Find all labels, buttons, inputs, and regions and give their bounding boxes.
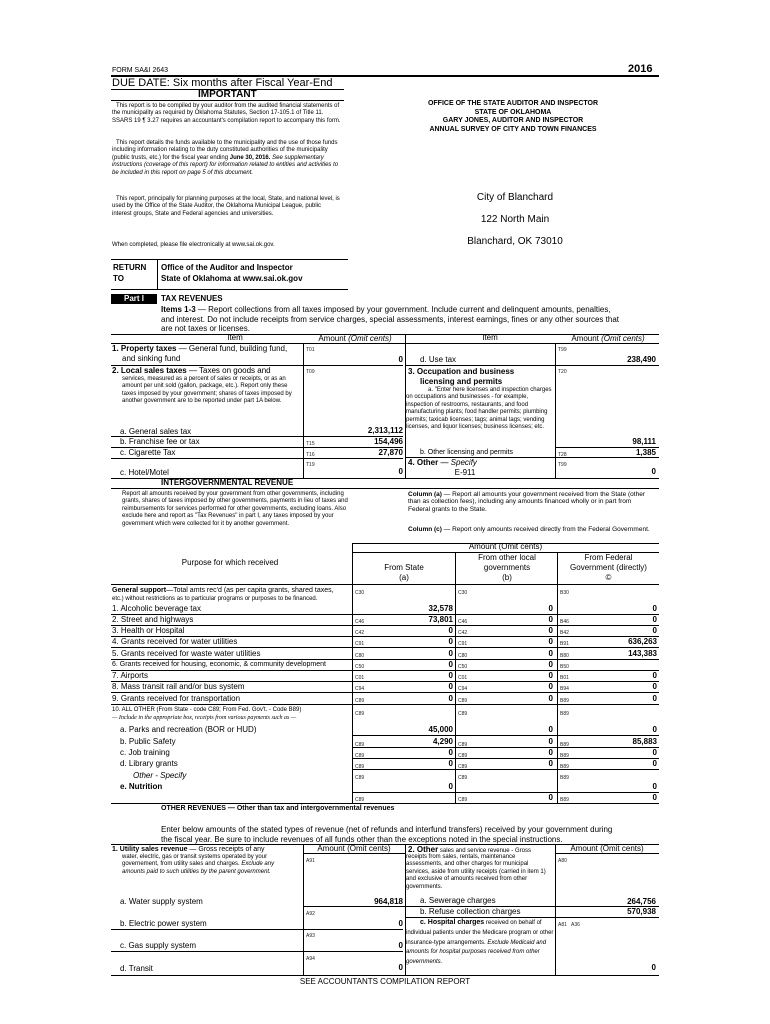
use-tax-value: 238,490 bbox=[627, 355, 656, 364]
intergov-subrow-value-c: 0 bbox=[652, 748, 657, 757]
intergov-subrow-label: d. Library grants bbox=[120, 759, 178, 768]
intergov-row-code-b: C91 bbox=[458, 641, 468, 647]
hospital-value: 0 bbox=[651, 963, 656, 972]
intergov-row-code-c: B91 bbox=[560, 641, 569, 647]
code-a80: A80 bbox=[558, 858, 567, 864]
code-t99-b: T99 bbox=[558, 462, 567, 468]
intro-paragraph-2: This report details the funds available to the municipality and the use of those funds including information relating to the duty constituted authorities of the municipality (public trusts, etc.) for the fiscal year ending June 30, 2016. See supplementary instructions (coverage of this report) for information related to entities and activities to be included in this report on page 5 of this document. bbox=[112, 140, 339, 176]
cigarette-tax-value: 27,870 bbox=[378, 448, 403, 457]
to-label: TO bbox=[113, 274, 124, 283]
intergov-row-value-c: 0 bbox=[652, 694, 657, 703]
intro-paragraph-1: This report is to be compiled by your auditor from the audited financial statements of the municipality as required by Oklahoma Statutes, Section 17-105.1 of Title 11. SSARS 19 ¶ 3.27 requires an accountant's compilation report to accompany this form. bbox=[112, 103, 341, 124]
hotel-motel-value: 0 bbox=[398, 467, 403, 476]
code-a92: A92 bbox=[306, 911, 315, 917]
intergov-row-code-a: C50 bbox=[355, 664, 365, 670]
intergov-row-value-a: 73,801 bbox=[428, 615, 453, 624]
hospital-desc: individual patients under the Medicare program or other insurance-type arrangements. Exclude Medicaid and amounts for hospital purposes received from other governments. bbox=[406, 930, 554, 965]
intergov-subrow-label: a. Parks and recreation (BOR or HUD) bbox=[120, 725, 257, 734]
column-c-note: Column (c) — Report only amounts received directly from the Federal Government. bbox=[408, 526, 650, 533]
general-support-label-2: etc.) without restrictions as to particular programs or purposes to be financed. bbox=[112, 596, 318, 602]
intergov-row-code-c: B01 bbox=[560, 675, 569, 681]
nutrition-label: e. Nutrition bbox=[120, 782, 163, 791]
last-c-value: 0 bbox=[652, 793, 657, 802]
intergov-row-value-a: 0 bbox=[448, 694, 453, 703]
return-address-line-1: Office of the Auditor and Inspector bbox=[161, 263, 293, 272]
intergov-row-value-a: 0 bbox=[448, 649, 453, 658]
intergov-row-label: 2. Street and highways bbox=[112, 615, 194, 624]
intergov-row-value-b: 0 bbox=[548, 660, 553, 669]
intergov-row-code-c: B46 bbox=[560, 619, 569, 625]
use-tax-label: d. Use tax bbox=[420, 355, 457, 364]
intergov-row-code-c: B89 bbox=[560, 698, 569, 704]
city-state-zip: Blanchard, OK 73010 bbox=[467, 236, 563, 247]
intergov-row-value-b: 0 bbox=[548, 649, 553, 658]
franchise-fee-value: 154,496 bbox=[374, 437, 403, 446]
hospital-label: c. Hospital charges received on behalf of bbox=[420, 919, 542, 926]
general-support-label: General support—Total amts rec'd (as per capita grants, shared taxes, bbox=[112, 587, 334, 594]
code-t19: T19 bbox=[306, 462, 315, 468]
intergov-row-value-a: 0 bbox=[448, 660, 453, 669]
col-item-left: Item bbox=[227, 333, 243, 342]
intergov-subrow-value-a: 45,000 bbox=[428, 725, 453, 734]
intergov-row-label: 4. Grants received for water utilities bbox=[112, 637, 238, 646]
intergov-row-value-a: 32,578 bbox=[428, 604, 453, 613]
intergov-row-code-b: C46 bbox=[458, 619, 468, 625]
intergov-subrow-code-c: B89 bbox=[560, 753, 569, 759]
intergov-subrow-label: c. Job training bbox=[120, 748, 170, 757]
last-b-value: 0 bbox=[548, 793, 553, 802]
intergov-row-value-b: 0 bbox=[548, 671, 553, 680]
code-a81: A81 bbox=[558, 922, 567, 928]
other-revenues-title: OTHER REVENUES — Other than tax and intergovernmental revenues bbox=[161, 805, 395, 812]
intergov-row-code-a: C01 bbox=[355, 675, 365, 681]
electric-power-value: 0 bbox=[398, 919, 403, 928]
return-label: RETURN bbox=[113, 263, 147, 272]
intergov-subrow-value-b: 0 bbox=[548, 725, 553, 734]
col-amount-left: Amount (Omit cents) bbox=[318, 334, 392, 343]
col-amount-right: Amount (Omit cents) bbox=[571, 334, 645, 343]
intergov-subrow-code-c: B89 bbox=[560, 742, 569, 748]
property-taxes-label-2: and sinking fund bbox=[122, 354, 181, 363]
code-other-a: C89 bbox=[355, 775, 365, 781]
intergov-row-value-b: 0 bbox=[548, 615, 553, 624]
part-1-instructions-2: and interest. Do not include receipts from service charges, special assessments, interest earnings, fines or any other sources that bbox=[161, 315, 619, 324]
intergov-row-value-a: 0 bbox=[448, 671, 453, 680]
cigarette-tax-label: c. Cigarette Tax bbox=[120, 448, 176, 457]
sewerage-value: 264,756 bbox=[627, 897, 656, 906]
code-a36: A36 bbox=[571, 922, 580, 928]
intergov-subrow-code-c: B89 bbox=[560, 764, 569, 770]
intergov-row-code-c: B50 bbox=[560, 664, 569, 670]
all-other-label: 10. ALL OTHER (From State - code C89; From Fed. Gov't. - Code B89) bbox=[112, 707, 302, 713]
intergov-row-code-b: C01 bbox=[458, 675, 468, 681]
intergov-subrow-label: b. Public Safety bbox=[120, 737, 176, 746]
transit-value: 0 bbox=[398, 963, 403, 972]
form-id: FORM SA&I 2643 bbox=[112, 67, 169, 74]
other-licensing-label: b. Other licensing and permits bbox=[420, 449, 513, 456]
intergov-subrow-code-a: C89 bbox=[355, 753, 365, 759]
intergov-subrow-code-a: C89 bbox=[355, 742, 365, 748]
water-supply-value: 964,818 bbox=[374, 897, 403, 906]
occupation-label-2: licensing and permits bbox=[420, 377, 503, 386]
refuse-label: b. Refuse collection charges bbox=[420, 907, 521, 916]
part-1-tag: Part I bbox=[111, 294, 157, 304]
intergov-row-code-a: C80 bbox=[355, 653, 365, 659]
due-date: DUE DATE: Six months after Fiscal Year-End bbox=[112, 77, 333, 89]
part-1-instructions-3: are not taxes or licenses. bbox=[161, 324, 250, 333]
water-supply-label: a. Water supply system bbox=[120, 897, 203, 906]
code-a91: A91 bbox=[306, 858, 315, 864]
intergov-row-value-b: 0 bbox=[548, 637, 553, 646]
intergov-row-label: 6. Grants received for housing, economic, & community development bbox=[112, 661, 326, 668]
intergov-instructions: Report all amounts received by your government from other governments, including grants, shares of taxes imposed by other governments, payments in lieu of taxes and reimbursements for services performed for other governments, excluding loans. Also exclude here and report as "Tax Revenues" in part I, any taxes imposed by your government which were collected for it by another government. bbox=[122, 491, 348, 527]
intergov-row-value-b: 0 bbox=[548, 626, 553, 635]
intergov-row-code-b: C80 bbox=[458, 653, 468, 659]
sewerage-label: a. Sewerage charges bbox=[420, 896, 496, 905]
utility-desc: water, electric, gas or transit systems operated by your governement, from utility sales and charges. Exclude any amounts paid to such utilities by the parent government. bbox=[122, 854, 275, 875]
intergov-row-code-c: B80 bbox=[560, 653, 569, 659]
intergov-row-value-c: 0 bbox=[652, 604, 657, 613]
other-tax-specify: E-911 bbox=[454, 468, 476, 477]
occupation-value: 98,111 bbox=[632, 437, 656, 446]
property-taxes-value: 0 bbox=[398, 355, 403, 364]
transit-label: d. Transit bbox=[120, 964, 153, 973]
intergov-subrow-value-a: 4,290 bbox=[432, 737, 453, 746]
footer-note: SEE ACCOUNTANTS COMPILATION REPORT bbox=[299, 977, 471, 986]
code-t16: T16 bbox=[306, 452, 315, 458]
occupation-label: 3. Occupation and business bbox=[408, 367, 515, 376]
col-b-header: From other local governments (b) bbox=[478, 553, 536, 582]
gas-supply-value: 0 bbox=[398, 941, 403, 950]
electric-power-label: b. Electric power system bbox=[120, 919, 207, 928]
intergov-row-code-b: C42 bbox=[458, 630, 468, 636]
city-name: City of Blanchard bbox=[476, 192, 554, 203]
intergov-subrow-value-c: 0 bbox=[652, 725, 657, 734]
other-tax-label: 4. Other — Specify bbox=[408, 458, 477, 467]
intergov-subrow-value-b: 0 bbox=[548, 748, 553, 757]
code-last-c: B89 bbox=[560, 797, 569, 803]
code-c30-a: C30 bbox=[355, 590, 365, 596]
general-sales-tax-label: a. General sales tax bbox=[120, 427, 192, 436]
intergov-row-code-b: C89 bbox=[458, 698, 468, 704]
intergov-subrow-value-c: 0 bbox=[652, 759, 657, 768]
column-a-note: Column (a) — Report all amounts your government received from the State (other than as collection fees), including any amounts financed wholly or in part from Federal grants to the State. bbox=[408, 491, 645, 513]
intergov-row-value-b: 0 bbox=[548, 694, 553, 703]
city-street: 122 North Main bbox=[480, 214, 550, 225]
code-other-b: C89 bbox=[458, 775, 468, 781]
important-heading: IMPORTANT bbox=[198, 89, 257, 100]
intergov-row-label: 7. Airports bbox=[112, 671, 149, 680]
other-revenues-instructions-2: the fiscal year. Be sure to include revenues of all funds other than the exceptions noted in the special instructions. bbox=[161, 835, 563, 844]
intergov-row-code-a: C42 bbox=[355, 630, 365, 636]
intergov-row-value-a: 0 bbox=[448, 637, 453, 646]
intergov-row-label: 3. Health or Hospital bbox=[112, 626, 185, 635]
form-year: 2016 bbox=[628, 63, 653, 75]
other-sales-label: 2. Other sales and service revenue - Gross bbox=[408, 845, 531, 854]
intergov-row-value-c: 636,263 bbox=[628, 637, 657, 646]
intergov-row-value-a: 0 bbox=[448, 682, 453, 691]
code-last-b: C89 bbox=[458, 797, 468, 803]
intergov-subrow-value-c: 85,883 bbox=[632, 737, 657, 746]
intergov-row-label: 1. Alcoholic beverage tax bbox=[112, 604, 201, 613]
code-t15: T15 bbox=[306, 441, 315, 447]
intergov-row-code-b: C50 bbox=[458, 664, 468, 670]
other-licensing-value: 1,385 bbox=[635, 448, 656, 457]
other-specify-label: Other - Specify bbox=[133, 771, 187, 780]
general-sales-tax-value: 2,313,112 bbox=[367, 426, 403, 435]
intergov-amount-header: Amount (Omit cents) bbox=[468, 542, 543, 551]
intergov-row-label: 5. Grants received for waste water utilities bbox=[112, 649, 261, 658]
code-t09: T09 bbox=[306, 369, 315, 375]
intergov-subrow-code-b: C89 bbox=[458, 753, 468, 759]
electronic-filing-note: When completed, please file electronically at www.sai.ok.gov. bbox=[112, 242, 275, 248]
intergov-subrow-code-b: C89 bbox=[458, 764, 468, 770]
intergov-row-code-c: B42 bbox=[560, 630, 569, 636]
other-revenues-instructions-1: Enter below amounts of the stated types of revenue (net of refunds and interfund transfers) received by your government during bbox=[161, 825, 613, 834]
utility-amount-header: Amount (Omit cents) bbox=[317, 844, 391, 853]
col-a-header: From State (a) bbox=[384, 563, 424, 582]
code-t28: T28 bbox=[558, 452, 567, 458]
col-item-right: Item bbox=[482, 333, 498, 342]
code-all-other-a: C89 bbox=[355, 711, 365, 717]
intergov-row-code-b: C94 bbox=[458, 686, 468, 692]
intergov-title: INTERGOVERNMENTAL REVENUE bbox=[161, 478, 294, 487]
nutrition-a-value: 0 bbox=[448, 782, 453, 791]
intergov-subrow-value-a: 0 bbox=[448, 759, 453, 768]
intergov-subrow-code-b: C89 bbox=[458, 742, 468, 748]
local-sales-desc: services, measured as a percent of sales or receipts, or as an amount per unit sold (gallon, package, etc.). Report only these taxes imposed by your government; shares of taxes imposed by another government are to be reported under part 1A below. bbox=[122, 376, 292, 405]
intergov-subrow-value-b: 0 bbox=[548, 759, 553, 768]
intergov-row-label: 8. Mass transit rail and/or bus system bbox=[112, 682, 245, 691]
purpose-header: Purpose for which received bbox=[181, 558, 279, 567]
local-sales-taxes-label: 2. Local sales taxes — Taxes on goods and bbox=[112, 366, 271, 375]
utility-sales-label: 1. Utility sales revenue — Gross receipts of any bbox=[112, 846, 265, 853]
other-tax-value: 0 bbox=[651, 467, 656, 476]
intergov-row-value-c: 143,383 bbox=[628, 649, 657, 658]
franchise-fee-label: b. Franchise fee or tax bbox=[120, 437, 200, 446]
intergov-row-code-a: C89 bbox=[355, 698, 365, 704]
intergov-row-value-c: 0 bbox=[652, 682, 657, 691]
nutrition-c-value: 0 bbox=[652, 782, 657, 791]
intergov-subrow-value-a: 0 bbox=[448, 748, 453, 757]
intergov-row-label: 9. Grants received for transportation bbox=[112, 694, 241, 703]
intergov-row-value-b: 0 bbox=[548, 604, 553, 613]
refuse-value: 570,938 bbox=[627, 907, 656, 916]
intergov-row-code-a: C91 bbox=[355, 641, 365, 647]
code-all-other-b: C89 bbox=[458, 711, 468, 717]
col-c-header: From Federal Government (directly) © bbox=[570, 553, 647, 582]
intergov-row-value-c: 0 bbox=[652, 615, 657, 624]
office-header: OFFICE OF THE STATE AUDITOR AND INSPECTOR STATE OF OKLAHOMA GARY JONES, AUDITOR AND INSPECTOR ANNUAL SURVEY OF CITY AND TOWN FINANCES bbox=[427, 100, 599, 133]
intergov-subrow-code-a: C89 bbox=[355, 764, 365, 770]
intro-paragraph-3: This report, principally for planning purposes at the local, State, and national level, is used by the Office of the State Auditor, the Oklahoma Municipal League, public interest groups, State and Federal agencies and universities. bbox=[112, 196, 340, 217]
intergov-row-value-c: 0 bbox=[652, 626, 657, 635]
hotel-motel-label: c. Hotel/Motel bbox=[120, 468, 169, 477]
occupation-desc: a. "Enter here licenses and inspection charges on occupations and businesses - for example, inspection of restrooms, restaurants, and food manufacturing plants; food handler permits; plumbing permits; taxicab licenses; tags; animal tags; vending licenses, and liquor licenses; business licenses; etc. bbox=[406, 387, 552, 431]
code-b30: B30 bbox=[560, 590, 569, 596]
intergov-row-value-a: 0 bbox=[448, 626, 453, 635]
other-sales-amount-header: Amount (Omit cents) bbox=[570, 844, 644, 853]
intergov-row-code-a: C94 bbox=[355, 686, 365, 692]
part-1-instructions: Items 1-3 — Report collections from all taxes imposed by your government. Include current and delinquent amounts, penalties, bbox=[161, 305, 611, 314]
part-1-title: TAX REVENUES bbox=[161, 294, 223, 303]
code-t99-a: T99 bbox=[558, 347, 567, 353]
intergov-row-code-a: C46 bbox=[355, 619, 365, 625]
intergov-row-value-b: 0 bbox=[548, 682, 553, 691]
include-note: — Include in the appropriate box, receipts from various payments such as — bbox=[112, 715, 297, 721]
city-address bbox=[440, 187, 590, 253]
property-taxes-label: 1. Property taxes — General fund, building fund, bbox=[112, 344, 288, 353]
code-c30-b: C30 bbox=[458, 590, 468, 596]
code-a93: A93 bbox=[306, 933, 315, 939]
intergov-subrow-value-b: 0 bbox=[548, 737, 553, 746]
intergov-row-value-c: 0 bbox=[652, 671, 657, 680]
code-all-other-c: B89 bbox=[560, 711, 569, 717]
gas-supply-label: c. Gas supply system bbox=[120, 941, 197, 950]
intergov-row-code-c: B94 bbox=[560, 686, 569, 692]
other-sales-desc: receipts from sales, rentals, maintenance assessments, and other charges for municipal services, aside from utility receipts (carried in item 1) and exclusive of amounts received from other governments. bbox=[406, 854, 546, 890]
code-other-c: B89 bbox=[560, 775, 569, 781]
code-last-a: C89 bbox=[355, 797, 365, 803]
code-a94: A94 bbox=[306, 956, 315, 962]
code-t01: T01 bbox=[306, 347, 315, 353]
code-t20: T20 bbox=[558, 369, 567, 375]
return-address-line-2: State of Oklahoma at www.sai.ok.gov bbox=[161, 274, 303, 283]
